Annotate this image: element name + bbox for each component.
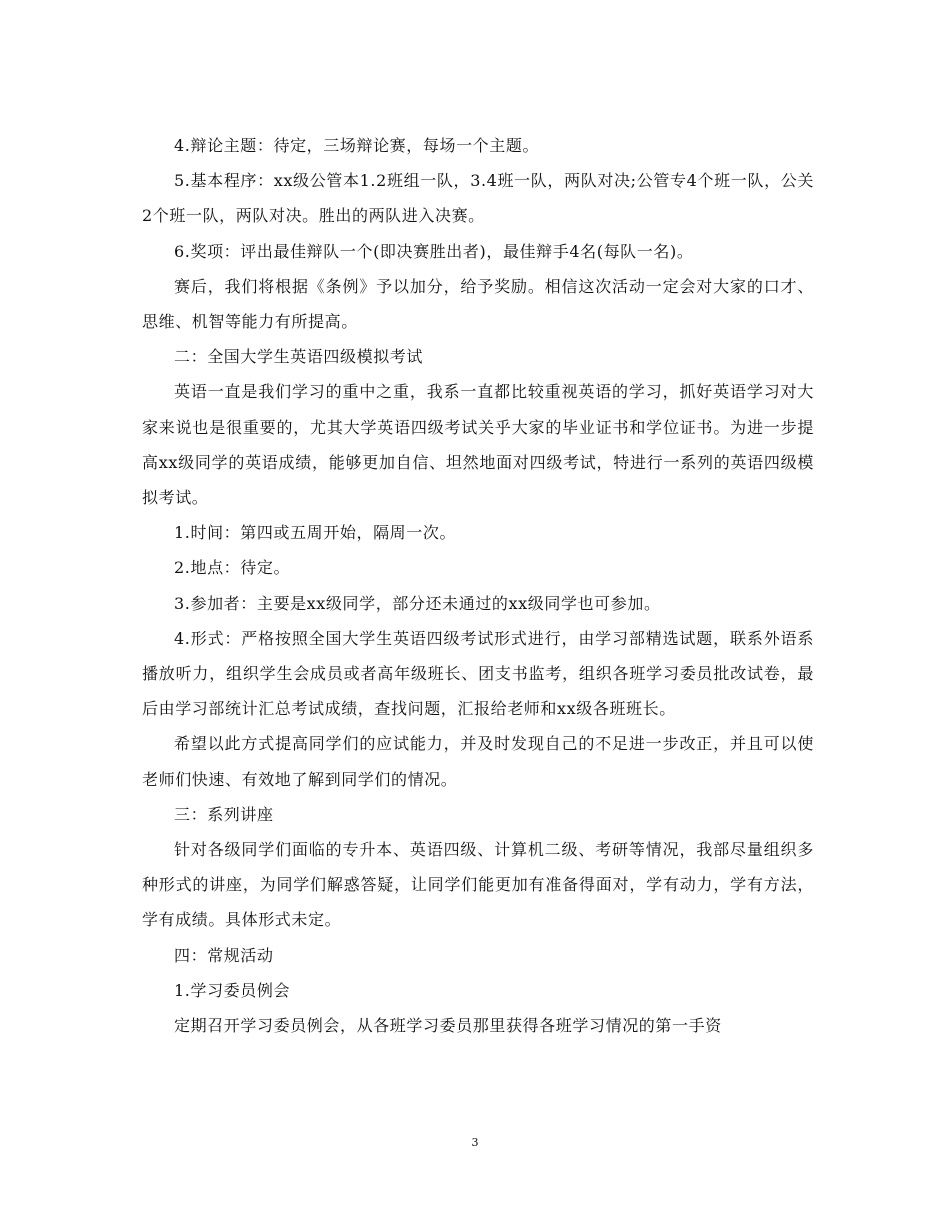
page-number: 3 — [471, 1136, 479, 1149]
section-heading-regular-activities: 四：常规活动 — [174, 945, 274, 965]
section-heading-lecture-series: 三：系列讲座 — [174, 804, 274, 824]
paragraph-exam-time: 1.时间：第四或五周开始，隔周一次。 — [174, 523, 457, 543]
paragraph-post-match: 赛后，我们将根据《条例》予以加分，给予奖励。相信这次活动一定会对大家的口才、思维、机智等能力有所提高。 — [142, 276, 814, 332]
paragraph-basic-procedure: 5.基本程序：xx级公管本1.2班组一队，3.4班一队，两队对决;公管专4个班一队，公关2个班一队，两队对决。胜出的两队进入决赛。 — [142, 171, 814, 226]
paragraph-english-intro: 英语一直是我们学习的重中之重，我系一直都比较重视英语的学习，抓好英语学习对大家来说也是很重要的，尤其大学英语四级考试关乎大家的毕业证书和学位证书。为进一步提高xx级同学的英语成绩，能够更加自信、坦然地面对四级考试，特进行一系列的英语四级模拟考试。 — [142, 382, 814, 508]
paragraph-debate-topic: 4.辩论主题：待定，三场辩论赛，每场一个主题。 — [174, 136, 540, 155]
subheading-study-committee-meeting: 1.学习委员例会 — [174, 980, 291, 1000]
paragraph-exam-hope: 希望以此方式提高同学们的应试能力，并及时发现自己的不足进一步改正，并且可以使老师们快速、有效地了解到同学们的情况。 — [142, 734, 814, 789]
paragraph-exam-format: 4.形式：严格按照全国大学生英语四级考试形式进行，由学习部精选试题，联系外语系播放听力，组织学生会成员或者高年级班长、团支书监考，组织各班学习委员批改试卷，最后由学习部统计汇总考试成绩，查找问题，汇报给老师和xx级各班班长。 — [142, 628, 814, 719]
paragraph-awards: 6.奖项：评出最佳辩队一个(即决赛胜出者)，最佳辩手4名(每队一名)。 — [174, 241, 694, 261]
paragraph-lecture-details: 针对各级同学们面临的专升本、英语四级、计算机二级、考研等情况，我部尽量组织多种形式的讲座，为同学们解惑答疑，让同学们能更加有准备得面对，学有动力，学有方法，学有成绩。具体形式未定。 — [142, 840, 814, 930]
paragraph-committee-meeting: 定期召开学习委员例会，从各班学习委员那里获得各班学习情况的第一手资 — [174, 1016, 722, 1036]
document-body — [142, 128, 814, 1043]
paragraph-exam-participants: 3.参加者：主要是xx级同学，部分还未通过的xx级同学也可参加。 — [174, 593, 661, 613]
paragraph-exam-location: 2.地点：待定。 — [174, 558, 291, 578]
section-heading-cet4-mock-exam: 二：全国大学生英语四级模拟考试 — [174, 347, 424, 367]
